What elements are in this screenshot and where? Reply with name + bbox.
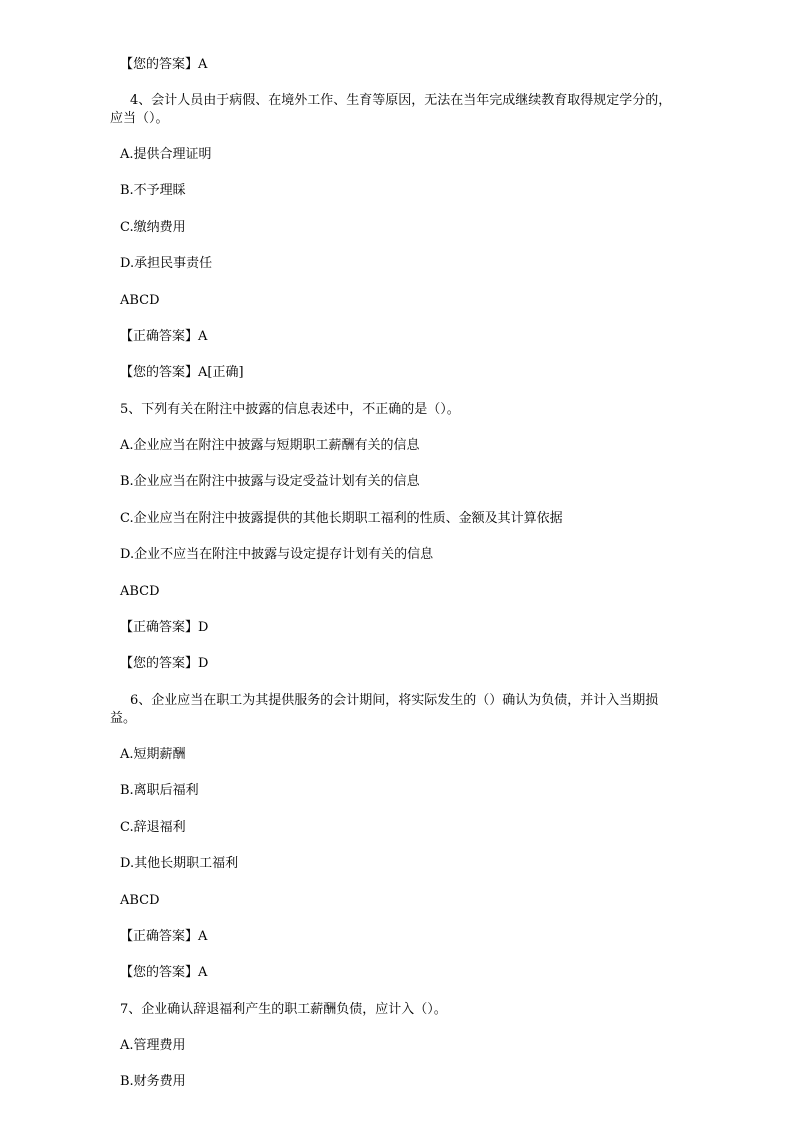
question-4-your-answer: 【您的答案】A[正确]: [120, 365, 244, 380]
question-6-choices: ABCD: [120, 893, 160, 908]
question-4-option-a: A.提供合理证明: [120, 147, 212, 162]
question-5-your-answer: 【您的答案】D: [120, 656, 209, 671]
question-6-your-answer: 【您的答案】A: [120, 965, 208, 980]
question-4-correct-answer: 【正确答案】A: [120, 329, 208, 344]
question-6-stem-line1: 6、企业应当在职工为其提供服务的会计期间，将实际发生的（）确认为负债，并计入当期损: [130, 693, 659, 708]
question-4-option-d: D.承担民事责任: [120, 256, 213, 271]
question-5-stem: 5、下列有关在附注中披露的信息表述中，不正确的是（）。: [120, 402, 460, 417]
question-6-option-b: B.离职后福利: [120, 783, 199, 798]
question-6-option-d: D.其他长期职工福利: [120, 856, 239, 871]
question-7-option-b: B.财务费用: [120, 1074, 186, 1089]
question-4-stem-line1: 4、会计人员由于病假、在境外工作、生育等原因，无法在当年完成继续教育取得规定学分的，: [130, 93, 672, 108]
question-4-option-b: B.不予理睬: [120, 183, 186, 198]
question-4-stem-line2: 应当（）。: [110, 111, 169, 126]
question-5-option-b: B.企业应当在附注中披露与设定受益计划有关的信息: [120, 474, 420, 489]
question-5-option-a: A.企业应当在附注中披露与短期职工薪酬有关的信息: [120, 438, 420, 453]
question-5-choices: ABCD: [120, 584, 160, 599]
question-5-correct-answer: 【正确答案】D: [120, 620, 209, 635]
question-6-option-a: A.短期薪酬: [120, 747, 186, 762]
question-6-stem-line2: 益。: [110, 711, 137, 726]
question-6-option-c: C.辞退福利: [120, 820, 186, 835]
question-6-correct-answer: 【正确答案】A: [120, 929, 208, 944]
question-7-stem: 7、企业确认辞退福利产生的职工薪酬负债，应计入（）。: [120, 1002, 447, 1017]
your-answer-label: 【您的答案】A: [120, 57, 208, 72]
question-5-option-c: C.企业应当在附注中披露提供的其他长期职工福利的性质、金额及其计算依据: [120, 511, 563, 526]
question-5-option-d: D.企业不应当在附注中披露与设定提存计划有关的信息: [120, 547, 434, 562]
question-4-option-c: C.缴纳费用: [120, 220, 186, 235]
question-4-choices: ABCD: [120, 293, 160, 308]
question-7-option-a: A.管理费用: [120, 1038, 186, 1053]
